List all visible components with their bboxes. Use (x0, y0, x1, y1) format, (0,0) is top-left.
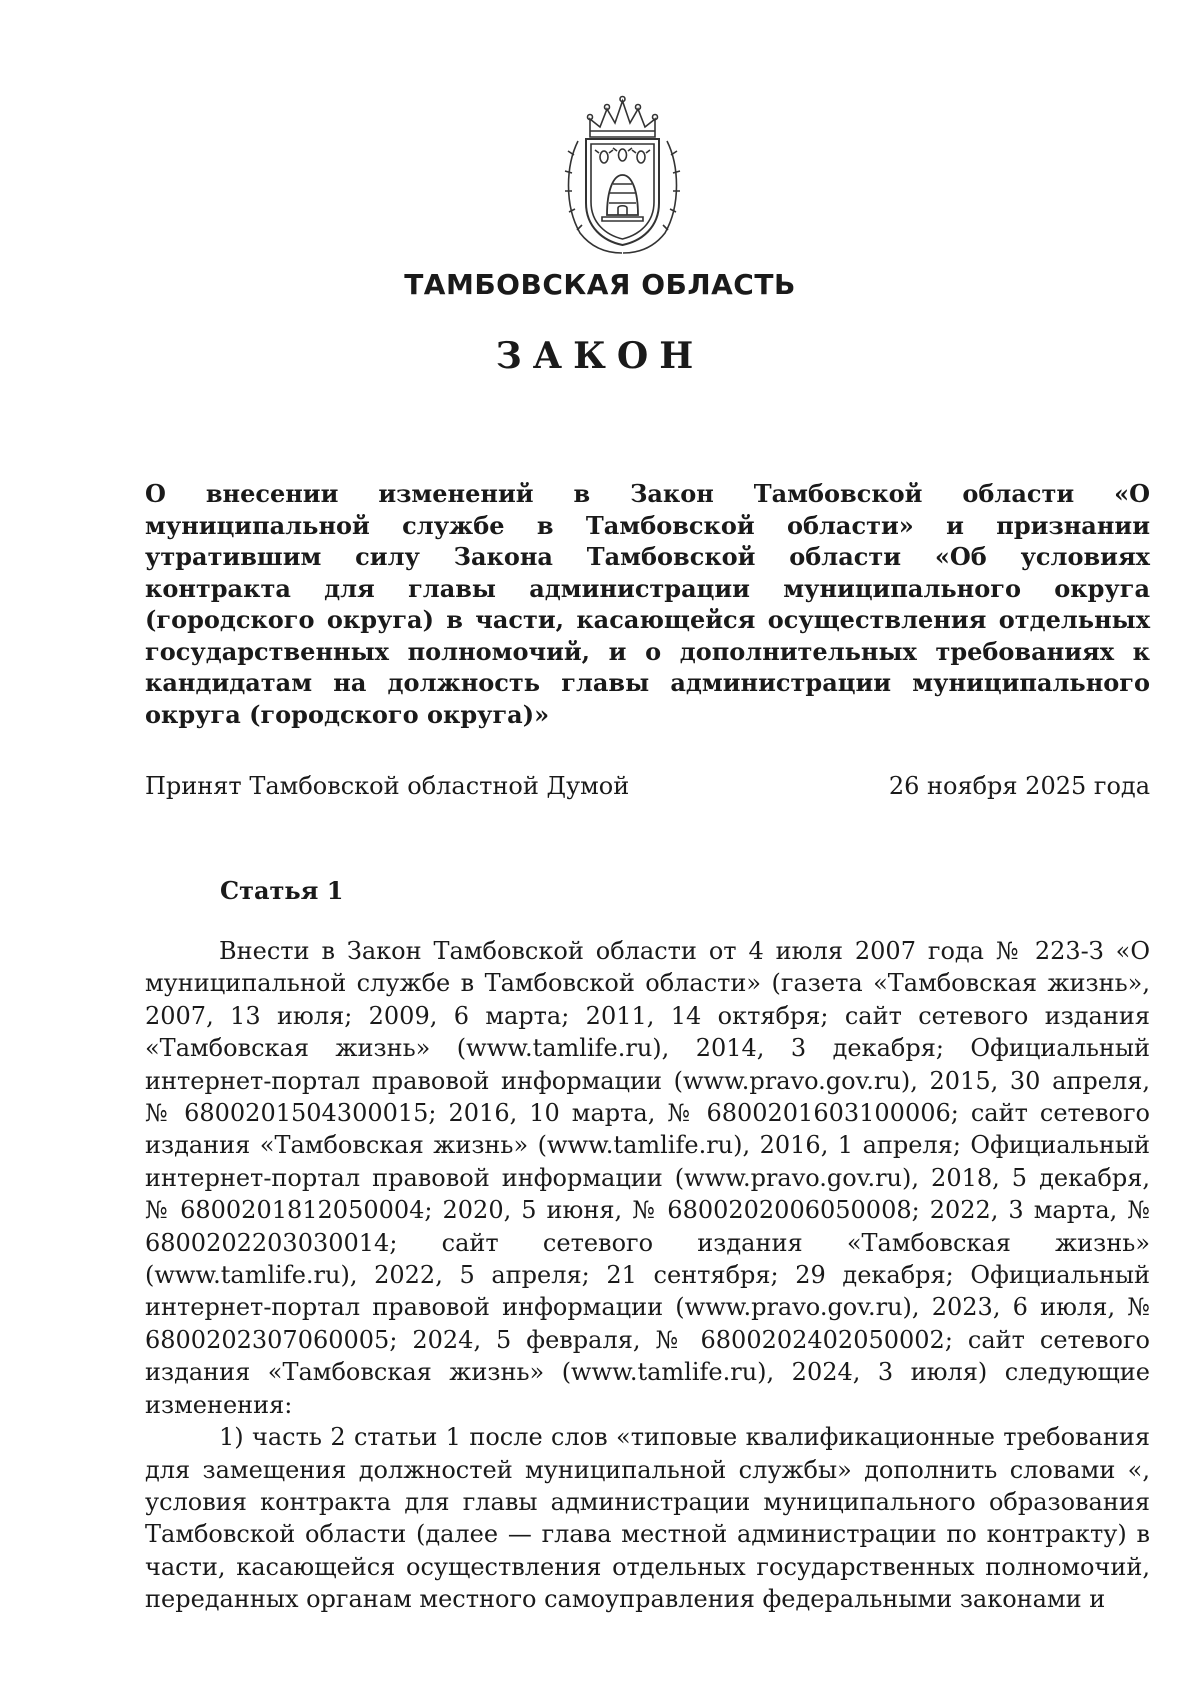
adoption-date: 26 ноября 2025 года (888, 772, 1150, 800)
tambov-coat-of-arms-icon (560, 95, 685, 255)
region-name: ТАМБОВСКАЯ ОБЛАСТЬ (404, 268, 796, 301)
adopted-by: Принят Тамбовской областной Думой (145, 772, 630, 800)
law-title: О внесении изменений в Закон Тамбовской области «О муниципальной службе в Тамбовской области» и признании утратившим силу Закона Тамбовской области «Об условиях контракта для главы администрации муниципального округа (городского округа) в части, касающейся осуществления отдельных государственных полномочий, и о дополнительных требованиях к кандидатам на должность главы администрации муниципального округа (городского округа)» (145, 479, 1150, 729)
article-item: 1) часть 2 статьи 1 после слов «типовые квалификационные требования для замещения должностей муниципальной службы» дополнить словами «, условия контракта для главы администрации муниципального образования Тамбовской области (далее — глава местной администрации по контракту) в части, касающейся осуществления отдельных государственных полномочий, переданных органам местного самоуправления федеральными законами и (145, 1423, 1150, 1614)
article-body (145, 935, 1150, 1616)
article-heading: Статья 1 (220, 876, 344, 905)
article-paragraph: Внести в Закон Тамбовской области от 4 июля 2007 года № 223-З «О муниципальной службе в Тамбовской области» (газета «Тамбовская жизнь», 2007, 13 июля; 2009, 6 марта; 2011, 14 октября; сайт сетевого издания «Тамбовская жизнь» (www.tamlife.ru), 2014, 3 декабря; Официальный интернет-портал правовой информации (www.pravo.gov.ru), 2015, 30 апреля, № 6800201504300015; 2016, 10 марта, № 6800201603100006; сайт сетевого издания «Тамбовская жизнь» (www.tamlife.ru), 2016, 1 апреля; Официальный интернет-портал правовой информации (www.pravo.gov.ru), 2018, 5 декабря, № 6800201812050004; 2020, 5 июня, № 6800202006050008; 2022, 3 марта, № 6800202203030014; сайт сетевого издания «Тамбовская жизнь» (www.tamlife.ru), 2022, 5 апреля; 21 сентября; 29 декабря; Официальный интернет-портал правовой информации (www.pravo.gov.ru), 2023, 6 июля, № 6800202307060005; 2024, 5 февраля, № 6800202402050002; сайт сетевого издания «Тамбовская жизнь» (www.tamlife.ru), 2024, 3 июля) следующие изменения: (145, 937, 1150, 1419)
document-type-heading: ЗАКОН (495, 335, 705, 377)
